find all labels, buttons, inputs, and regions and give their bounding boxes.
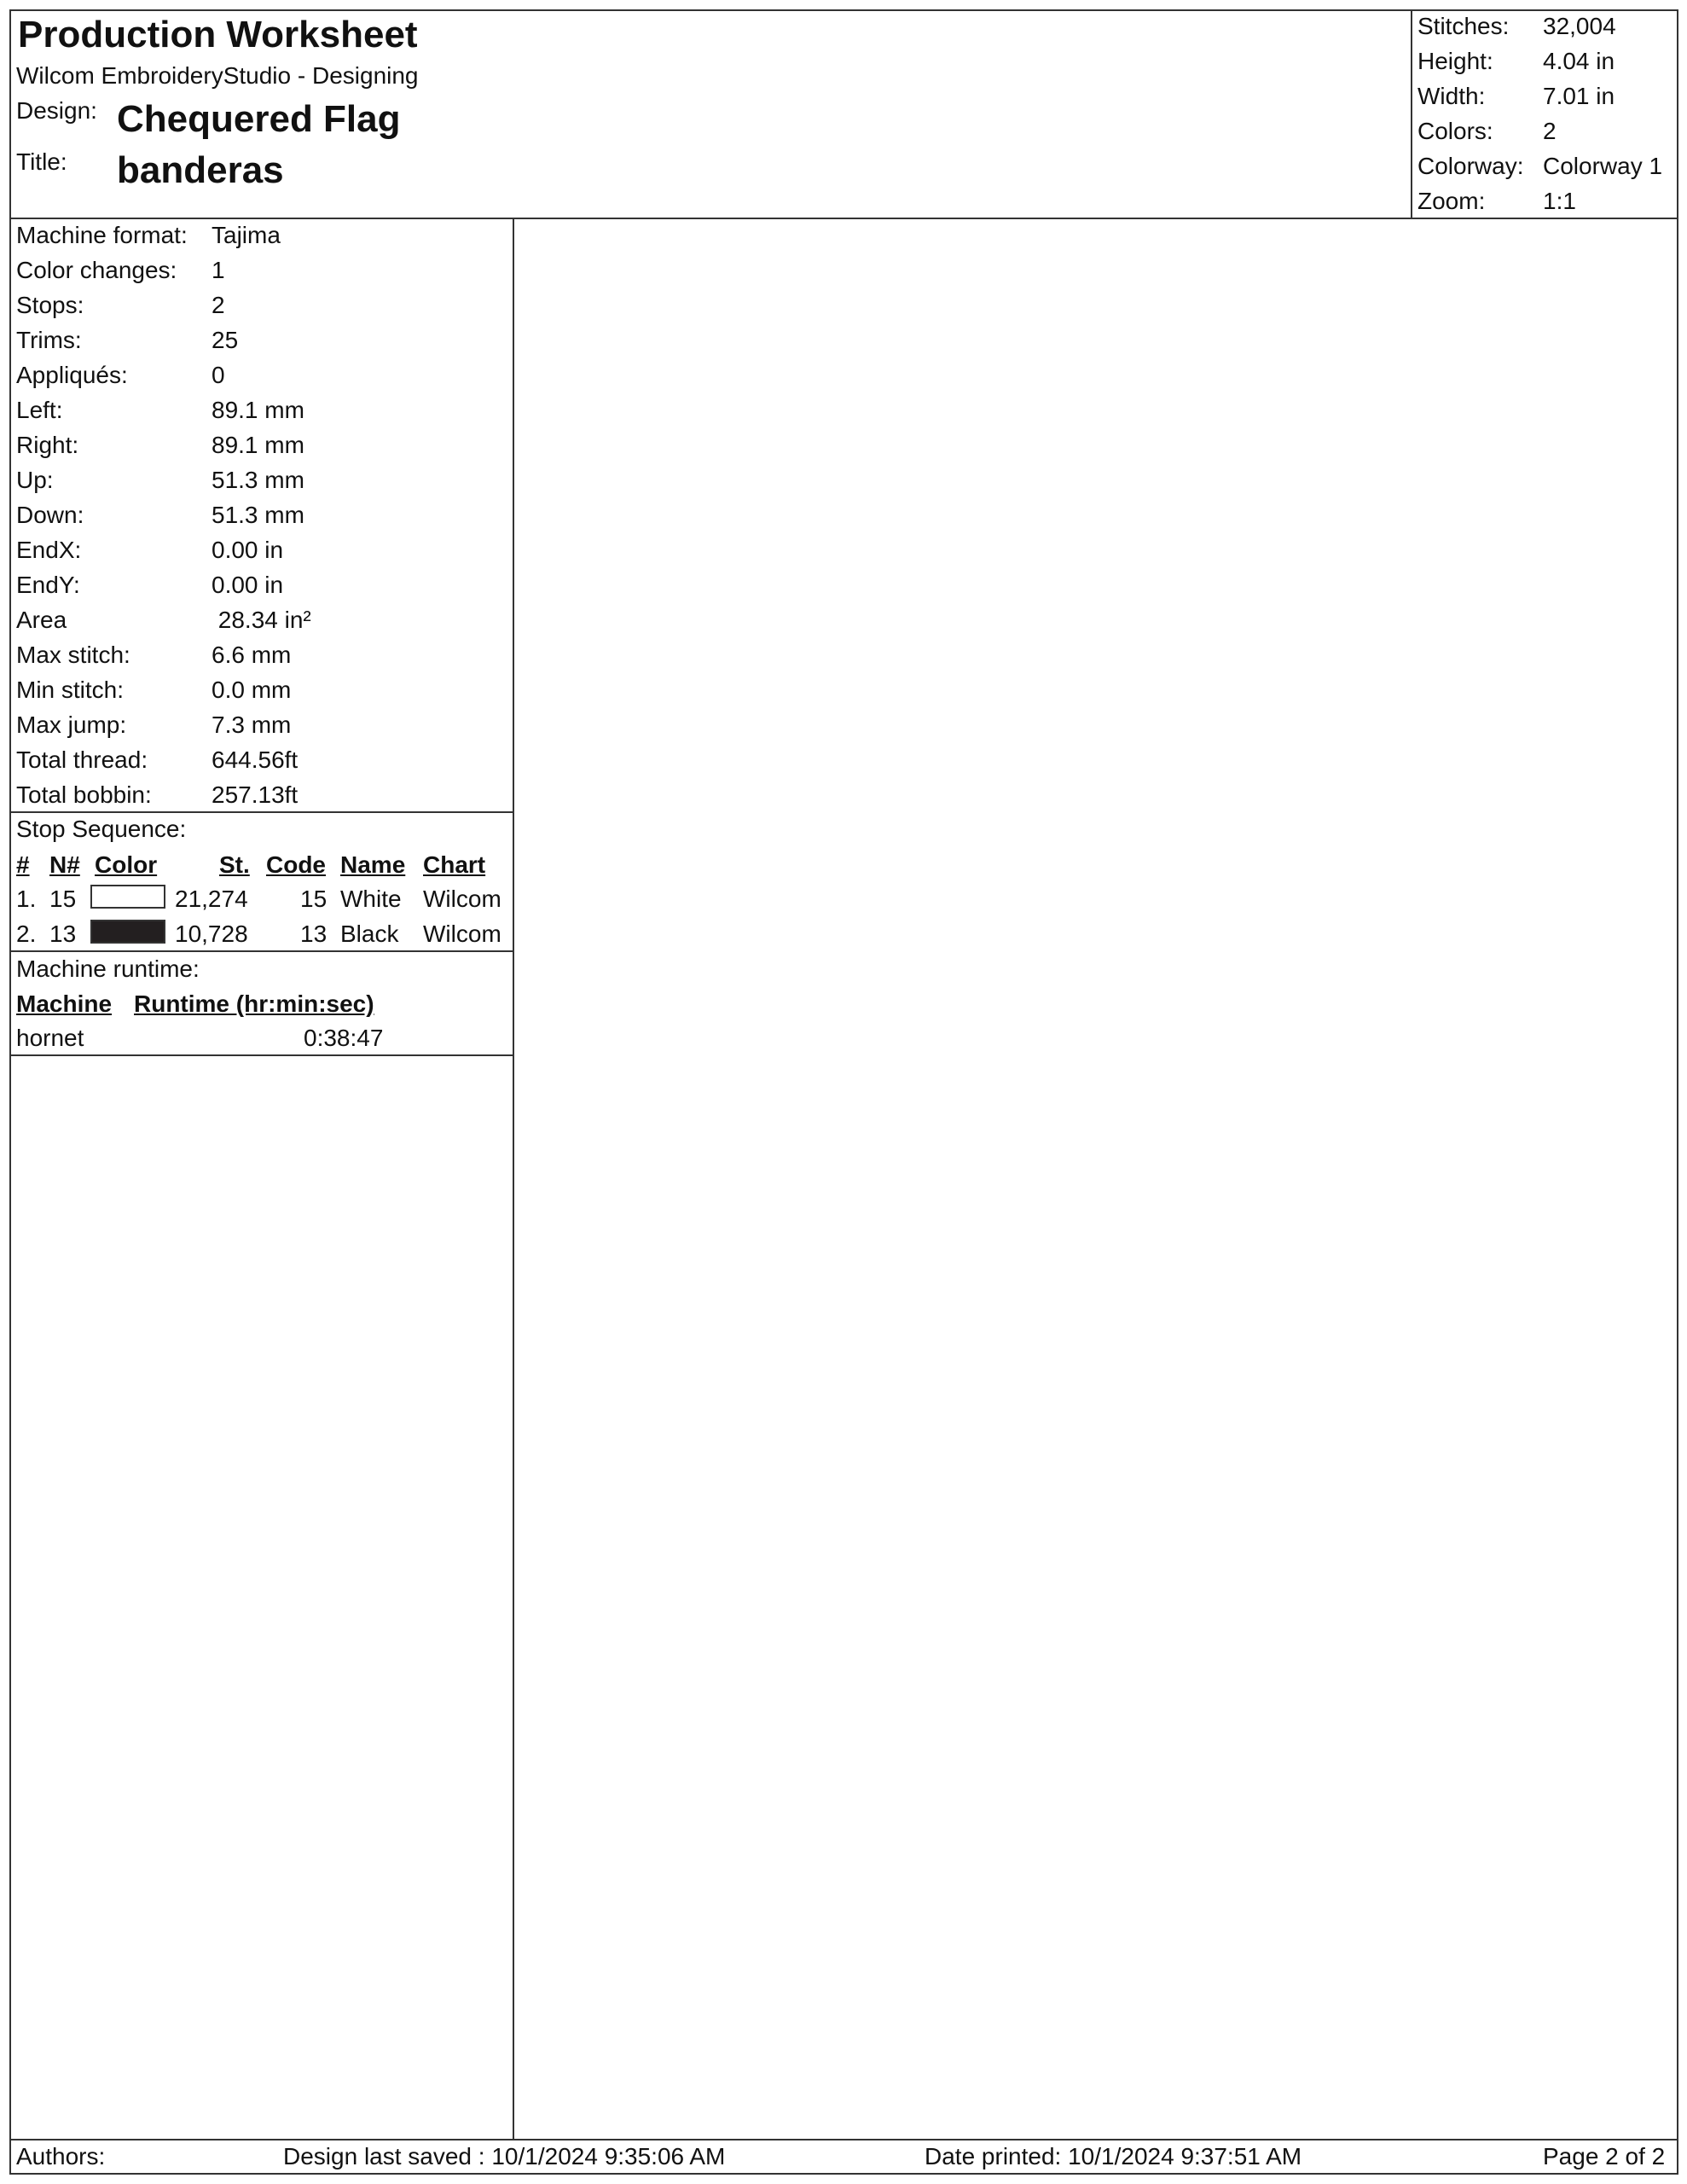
stat-value: 644.56ft xyxy=(212,746,299,773)
title-label: Title: xyxy=(16,148,67,175)
stat-value: 0 xyxy=(212,362,225,388)
col-header-n: N# xyxy=(49,851,80,878)
footer-page-number: Page 2 of 2 xyxy=(1543,2143,1666,2169)
summary-label: Width: xyxy=(1417,83,1486,109)
color-swatch xyxy=(90,920,165,944)
stat-label: Total bobbin: xyxy=(16,781,152,808)
stat-label: Total thread: xyxy=(16,746,148,773)
col-header-name: Name xyxy=(340,851,406,878)
footer-date-printed: Date printed: 10/1/2024 9:37:51 AM xyxy=(925,2143,1302,2169)
stat-label: Appliqués: xyxy=(16,362,128,388)
summary-label: Zoom: xyxy=(1417,188,1486,214)
runtime-machine: hornet xyxy=(16,1025,84,1051)
stat-value: 7.3 mm xyxy=(212,712,292,738)
stat-value: 25 xyxy=(212,327,239,353)
col-header-chart: Chart xyxy=(423,851,486,878)
footer-design-saved: Design last saved : 10/1/2024 9:35:06 AM xyxy=(283,2143,726,2169)
stat-label: Area xyxy=(16,607,67,633)
col-header-num: # xyxy=(16,851,30,878)
col-header-st: St. xyxy=(219,851,250,878)
stat-label: Max jump: xyxy=(16,712,127,738)
stop-row-num: 1. xyxy=(16,886,37,912)
app-name: Wilcom EmbroideryStudio - Designing xyxy=(16,62,419,89)
col-header-runtime: Runtime (hr:min:sec) xyxy=(134,990,374,1017)
stat-value: 0.0 mm xyxy=(212,677,292,703)
stop-row-stitches: 21,274 xyxy=(175,886,248,912)
stat-label: Down: xyxy=(16,502,84,528)
summary-label: Colors: xyxy=(1417,118,1493,144)
summary-value: 7.01 in xyxy=(1543,83,1615,109)
col-header-code: Code xyxy=(266,851,326,878)
stat-value: 89.1 mm xyxy=(212,397,304,423)
stat-label: Up: xyxy=(16,467,54,493)
stat-label: EndX: xyxy=(16,537,82,563)
page-title: Production Worksheet xyxy=(18,14,418,55)
summary-label: Colorway: xyxy=(1417,153,1524,179)
stop-row-stitches: 10,728 xyxy=(175,921,248,947)
stat-label: Color changes: xyxy=(16,257,177,283)
stat-label: Stops: xyxy=(16,292,84,318)
stop-row-n: 13 xyxy=(49,921,77,947)
stat-value: 1 xyxy=(212,257,225,283)
footer-divider xyxy=(9,2139,1678,2140)
stat-label: Left: xyxy=(16,397,63,423)
stop-row-name: White xyxy=(340,886,402,912)
stat-value: Tajima xyxy=(212,222,281,248)
stat-label: Trims: xyxy=(16,327,82,353)
stat-value: 257.13ft xyxy=(212,781,299,808)
summary-value: 2 xyxy=(1543,118,1557,144)
stat-label: EndY: xyxy=(16,572,80,598)
stat-label: Right: xyxy=(16,432,79,458)
stop-row-chart: Wilcom xyxy=(423,886,501,912)
stat-value: 28.34 in² xyxy=(212,607,311,633)
stop-row-code: 13 xyxy=(300,921,328,947)
stat-value: 0.00 in xyxy=(212,537,284,563)
left-panel-divider xyxy=(513,218,514,2140)
design-label: Design: xyxy=(16,97,97,124)
col-header-color: Color xyxy=(95,851,158,878)
stop-row-num: 2. xyxy=(16,921,37,947)
design-value: Chequered Flag xyxy=(117,98,401,140)
stat-value: 51.3 mm xyxy=(212,502,304,528)
worksheet-frame xyxy=(9,9,1678,2175)
color-swatch xyxy=(90,885,165,909)
stat-value: 0.00 in xyxy=(212,572,284,598)
stat-label: Min stitch: xyxy=(16,677,125,703)
summary-value: 32,004 xyxy=(1543,13,1616,39)
stop-row-code: 15 xyxy=(300,886,328,912)
title-value: banderas xyxy=(117,149,284,191)
runtime-title: Machine runtime: xyxy=(16,956,200,982)
stats-divider xyxy=(9,811,514,813)
stop-sequence-title: Stop Sequence: xyxy=(16,816,187,842)
summary-divider xyxy=(1411,9,1412,219)
stat-label: Max stitch: xyxy=(16,642,130,668)
stat-label: Machine format: xyxy=(16,222,188,248)
summary-value: 1:1 xyxy=(1543,188,1576,214)
summary-label: Stitches: xyxy=(1417,13,1510,39)
stop-row-n: 15 xyxy=(49,886,77,912)
stat-value: 51.3 mm xyxy=(212,467,304,493)
header-divider xyxy=(9,218,1678,219)
stat-value: 6.6 mm xyxy=(212,642,292,668)
footer-authors: Authors: xyxy=(16,2143,106,2169)
stop-row-name: Black xyxy=(340,921,399,947)
stop-sequence-divider xyxy=(9,950,514,952)
runtime-divider xyxy=(9,1054,514,1056)
summary-value: Colorway 1 xyxy=(1543,153,1663,179)
stop-row-chart: Wilcom xyxy=(423,921,501,947)
summary-label: Height: xyxy=(1417,48,1493,74)
summary-value: 4.04 in xyxy=(1543,48,1615,74)
runtime-value: 0:38:47 xyxy=(304,1025,384,1051)
stat-value: 2 xyxy=(212,292,225,318)
stat-value: 89.1 mm xyxy=(212,432,304,458)
col-header-machine: Machine xyxy=(16,990,113,1017)
